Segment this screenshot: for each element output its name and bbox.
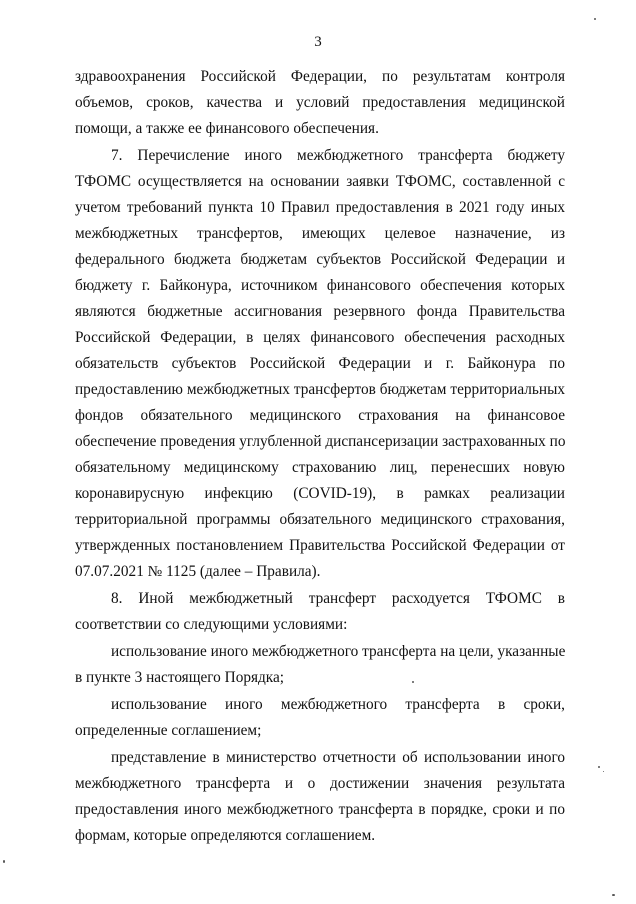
text-line: в пункте 3 настоящего Порядка;	[75, 669, 285, 686]
scan-speck	[3, 860, 5, 863]
text-line: обязательному медицинскому страхованию лиц, перенесших новую	[75, 459, 565, 476]
scan-speck	[412, 681, 414, 683]
text-line: предоставления иного межбюджетного трансферта в порядке, сроки и по	[75, 801, 565, 818]
text-line: ТФОМС осуществляется на основании заявки ТФОМС, составленной с	[75, 173, 565, 190]
text-line: представление в министерство отчетности об использовании иного	[111, 749, 565, 766]
text-line: Российской Федерации, в целях финансового обеспечения расходных	[75, 329, 565, 346]
text-line: являются бюджетные ассигнования резервного фонда Правительства	[75, 303, 565, 320]
scan-speck	[603, 771, 604, 772]
text-line: обязательств субъектов Российской Федерации и г. Байконура по	[75, 355, 565, 372]
scan-speck	[594, 18, 596, 20]
text-line: коронавирусную инфекцию (COVID-19), в рамках реализации	[75, 485, 565, 502]
text-line: определенные соглашением;	[75, 722, 262, 739]
text-line: федерального бюджета бюджетам субъектов Российской Федерации и	[75, 251, 565, 268]
text-line: межбюджетного трансферта и о достижении значения результата	[75, 775, 565, 792]
page-number: 3	[314, 34, 322, 50]
text-line: предоставлению межбюджетных трансфертов бюджетам территориальных	[75, 381, 565, 398]
scan-speck	[612, 894, 615, 896]
text-line: 7. Перечисление иного межбюджетного трансферта бюджету	[111, 147, 565, 164]
text-line: межбюджетных трансфертов, имеющих целевое назначение, из	[75, 225, 565, 242]
text-line: объемов, сроков, качества и условий предоставления медицинской	[75, 94, 565, 111]
text-line: обеспечение проведения углубленной диспансеризации застрахованных по	[75, 433, 566, 450]
text-line: 8. Иной межбюджетный трансферт расходуется ТФОМС в	[111, 590, 565, 607]
text-line: помощи, а также ее финансового обеспечения.	[75, 120, 379, 137]
scan-speck	[598, 766, 600, 768]
text-line: утвержденных постановлением Правительства Российской Федерации от	[75, 537, 565, 554]
text-line: соответствии со следующими условиями:	[75, 616, 348, 633]
text-line: учетом требований пункта 10 Правил предоставления в 2021 году иных	[75, 199, 565, 216]
text-line: формам, которые определяются соглашением.	[75, 827, 376, 844]
text-line: использование иного межбюджетного трансферта на цели, указанные	[111, 643, 566, 660]
text-line: 07.07.2021 № 1125 (далее – Правила).	[75, 563, 321, 580]
text-line: фондов обязательного медицинского страхования на финансовое	[75, 407, 565, 424]
text-line: использование иного межбюджетного трансферта в сроки,	[111, 696, 565, 713]
text-line: территориальной программы обязательного медицинского страхования,	[75, 511, 565, 528]
text-line: здравоохранения Российской Федерации, по результатам контроля	[75, 68, 565, 85]
text-line: бюджету г. Байконура, источником финансового обеспечения которых	[75, 277, 565, 294]
